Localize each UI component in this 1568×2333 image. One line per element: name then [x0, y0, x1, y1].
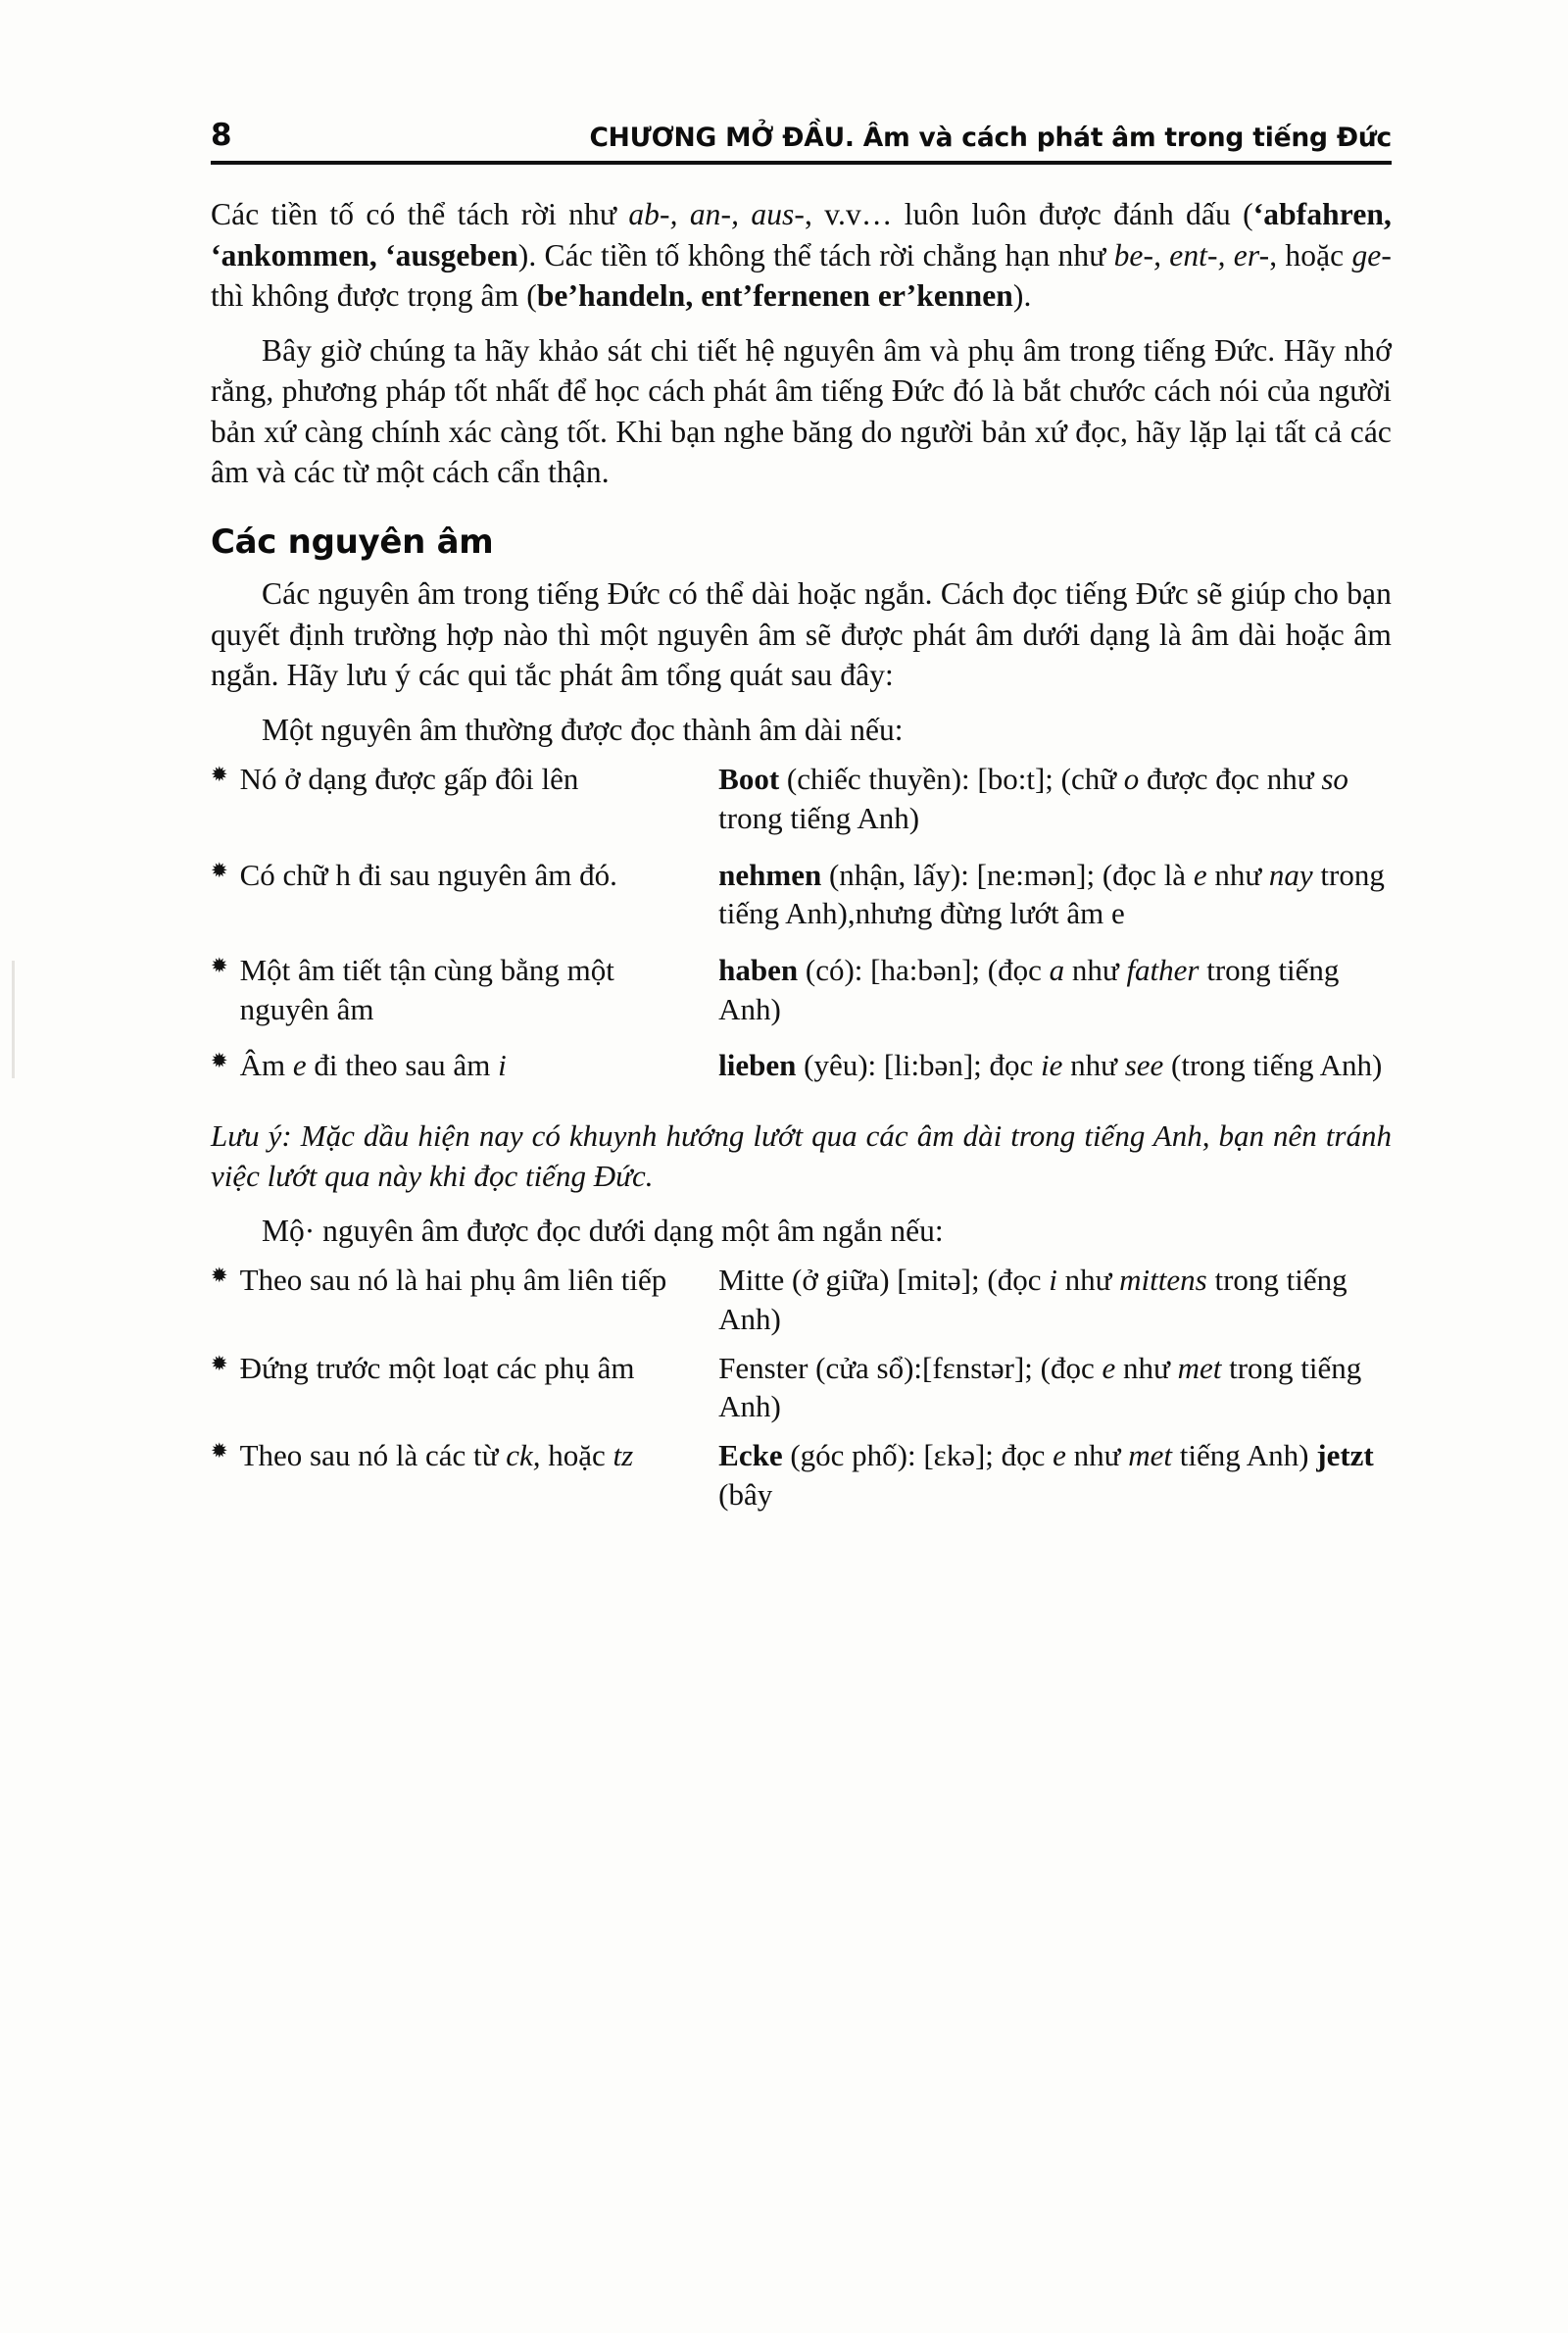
table-row [211, 1261, 1392, 1348]
example-text-b: như [1065, 1438, 1129, 1473]
example-cell [718, 1261, 1392, 1348]
example-text-b: như [1064, 953, 1127, 988]
bullet-icon: ✹ [211, 763, 228, 787]
rule-text-b: đi theo sau âm [306, 1048, 499, 1083]
header-divider [211, 161, 1392, 165]
paragraph-prefixes [211, 194, 1392, 317]
rule-text-a: Theo sau nó là các từ [239, 1438, 507, 1473]
example-word: lieben [718, 1048, 797, 1083]
rule-italic-a: e [292, 1048, 307, 1083]
bullet-icon: ✹ [211, 1351, 228, 1375]
p1-bold-examples-2: be’handeln, ent’fernenen er’kennen [536, 278, 1013, 314]
example-italic-a: a [1049, 953, 1065, 988]
example-text-a: Mitte (ở giữa) [mitə]; (đọc [718, 1263, 1050, 1298]
example-cell [718, 1436, 1392, 1523]
table-row [211, 951, 1392, 1046]
p1-italic-prefixes: ab-, an-, aus- [628, 197, 806, 231]
rule-italic-b: i [498, 1048, 507, 1083]
rule-text: Có chữ h đi sau nguyên âm đó. [239, 857, 617, 892]
example-word: haben [718, 953, 799, 988]
bullet-icon: ✹ [211, 1264, 228, 1288]
bullet-icon: ✹ [211, 1439, 228, 1464]
example-word: nehmen [718, 857, 822, 892]
bullet-icon: ✹ [211, 858, 228, 882]
example-cell [718, 1349, 1392, 1436]
example-text-a: (yêu): [li:bən]; đọc [796, 1048, 1042, 1083]
rule-cell [211, 1349, 718, 1436]
example-italic-a: i [1049, 1263, 1057, 1298]
rule-italic-b: tz [612, 1438, 634, 1473]
lead-short-vowels: Mộ· nguyên âm được đọc dưới dạng một âm ngắn nếu: [262, 1213, 944, 1248]
example-italic-a: ie [1041, 1048, 1063, 1083]
example-cell [718, 760, 1392, 855]
note-long-vowels: Lưu ý: Mặc dầu hiện nay có khuynh hướng lướt qua các âm dài trong tiếng Anh, bạn nên tránh việc lướt qua này khi đọc tiếng Đức. [211, 1118, 1392, 1193]
p1-text-d: , hoặc [1269, 237, 1352, 273]
example-word: Boot [718, 762, 780, 797]
example-word-2: jetzt [1316, 1438, 1374, 1473]
rule-cell [211, 951, 718, 1046]
example-italic-b: so [1321, 762, 1348, 797]
running-head [211, 118, 1392, 155]
example-text-c: trong tiếng Anh),nhưng đừng lướt âm e [718, 857, 1385, 931]
example-italic-b: met [1177, 1350, 1222, 1385]
example-word: Ecke [718, 1438, 783, 1473]
lead-long-vowels: Một nguyên âm thường được đọc thành âm dài nếu: [262, 712, 904, 747]
long-vowel-rules-table [211, 760, 1392, 1103]
table-row [211, 1349, 1392, 1436]
example-text-a: (góc phố): [ɛkə]; đọc [782, 1438, 1054, 1473]
example-italic-b: nay [1268, 857, 1313, 892]
table-row [211, 856, 1392, 951]
rule-text [240, 1436, 702, 1475]
example-text-d: (bây [718, 1476, 773, 1512]
short-vowel-rules-table [211, 1261, 1392, 1523]
example-italic-a: o [1123, 762, 1140, 797]
rule-text: Đứng trước một loạt các phụ âm [239, 1350, 635, 1385]
chapter-title: CHƯƠNG MỞ ĐẦU. Âm và cách phát âm trong tiếng Đức [589, 123, 1392, 153]
bullet-icon: ✹ [211, 954, 228, 978]
p1-text-a: Các tiền tố có thể tách rời như [211, 197, 629, 231]
example-text-b: được đọc như [1139, 762, 1322, 797]
example-italic-a: e [1193, 857, 1207, 892]
example-text-c: trong tiếng Anh) [718, 1350, 1362, 1424]
example-text-a: (nhận, lấy): [ne:mən]; (đọc là [821, 857, 1194, 892]
example-italic-a: e [1102, 1350, 1116, 1385]
p1-bold-examples-1: ‘abfahren, ‘ankommen, ‘ausgeben [211, 197, 1392, 273]
p1-italic-prefixes-2: be-, ent-, er- [1113, 237, 1270, 273]
example-italic-b: mittens [1119, 1263, 1207, 1298]
table-row [211, 1046, 1392, 1103]
example-cell [718, 1046, 1392, 1103]
example-italic-b: father [1126, 953, 1200, 988]
example-text-c: trong tiếng Anh) [718, 1263, 1348, 1337]
example-text-c: (trong tiếng Anh) [1163, 1048, 1383, 1083]
rule-text: Theo sau nó là hai phụ âm liên tiếp [239, 1263, 667, 1298]
example-text-a: (có): [ha:bən]; (đọc [798, 953, 1050, 988]
rule-cell [211, 856, 718, 951]
rule-text: Một âm tiết tận cùng bằng một nguyên âm [239, 953, 614, 1026]
example-italic-b: met [1128, 1438, 1172, 1473]
rule-italic-a: ck, [506, 1438, 541, 1473]
bullet-icon: ✹ [211, 1049, 228, 1073]
example-text-b: như [1056, 1263, 1120, 1298]
example-text-b: như [1206, 857, 1269, 892]
rule-text-b: hoặc [540, 1438, 613, 1473]
example-text-a: (chiếc thuyền): [bo:t]; (chữ [779, 762, 1124, 797]
p1-text-f: ). [1012, 278, 1032, 314]
example-cell [718, 856, 1392, 951]
rule-text [240, 1046, 702, 1085]
rule-cell [211, 1436, 718, 1523]
table-row [211, 1436, 1392, 1523]
section-heading-vowels: Các nguyên âm [211, 522, 494, 563]
p1-text-b: , v.v… luôn luôn được đánh dấu ( [805, 197, 1253, 231]
p1-text-c: ). Các tiền tố không thể tách rời chẳng hạn như [517, 237, 1114, 273]
paragraph-vowel-intro: Các nguyên âm trong tiếng Đức có thể dài hoặc ngắn. Cách đọc tiếng Đức sẽ giúp cho bạn quyết định trường hợp nào thì một nguyên âm sẽ được phát âm dưới dạng là âm dài hoặc âm ngắn. Hãy lưu ý các qui tắc phát âm tổng quát sau đây: [211, 576, 1392, 693]
example-text-c: trong tiếng Anh) [718, 953, 1340, 1026]
table-row [211, 760, 1392, 855]
paragraph-overview: Bây giờ chúng ta hãy khảo sát chi tiết hệ nguyên âm và phụ âm trong tiếng Đức. Hãy nhớ rằng, phương pháp tốt nhất để học cách phát âm tiếng Đức đó là bắt chước cách nói của người bản xứ càng chính xác càng tốt. Khi bạn nghe băng do người bản xứ đọc, hãy lặp lại tất cả các âm và các từ một cách cẩn thận. [211, 332, 1392, 490]
example-text-c: tiếng Anh) [1172, 1438, 1317, 1473]
example-text-b: như [1115, 1350, 1178, 1385]
rule-text: Nó ở dạng được gấp đôi lên [239, 762, 579, 797]
example-cell [718, 951, 1392, 1046]
page-number: 8 [211, 118, 232, 153]
rule-cell [211, 1046, 718, 1103]
scan-edge-mark [12, 961, 15, 1078]
example-italic-a: e [1053, 1438, 1066, 1473]
rule-text-a: Âm [239, 1048, 293, 1083]
example-italic-b: see [1124, 1048, 1164, 1083]
rule-cell [211, 760, 718, 855]
example-text-a: Fenster (cửa sổ):[fɛnstər]; (đọc [718, 1350, 1102, 1385]
example-text-c: trong tiếng Anh) [718, 801, 920, 836]
p1-text-e: thì không được trọng âm ( [211, 278, 537, 314]
rule-cell [211, 1261, 718, 1348]
example-text-b: như [1062, 1048, 1125, 1083]
p1-italic-prefixes-3: ge- [1351, 237, 1392, 273]
